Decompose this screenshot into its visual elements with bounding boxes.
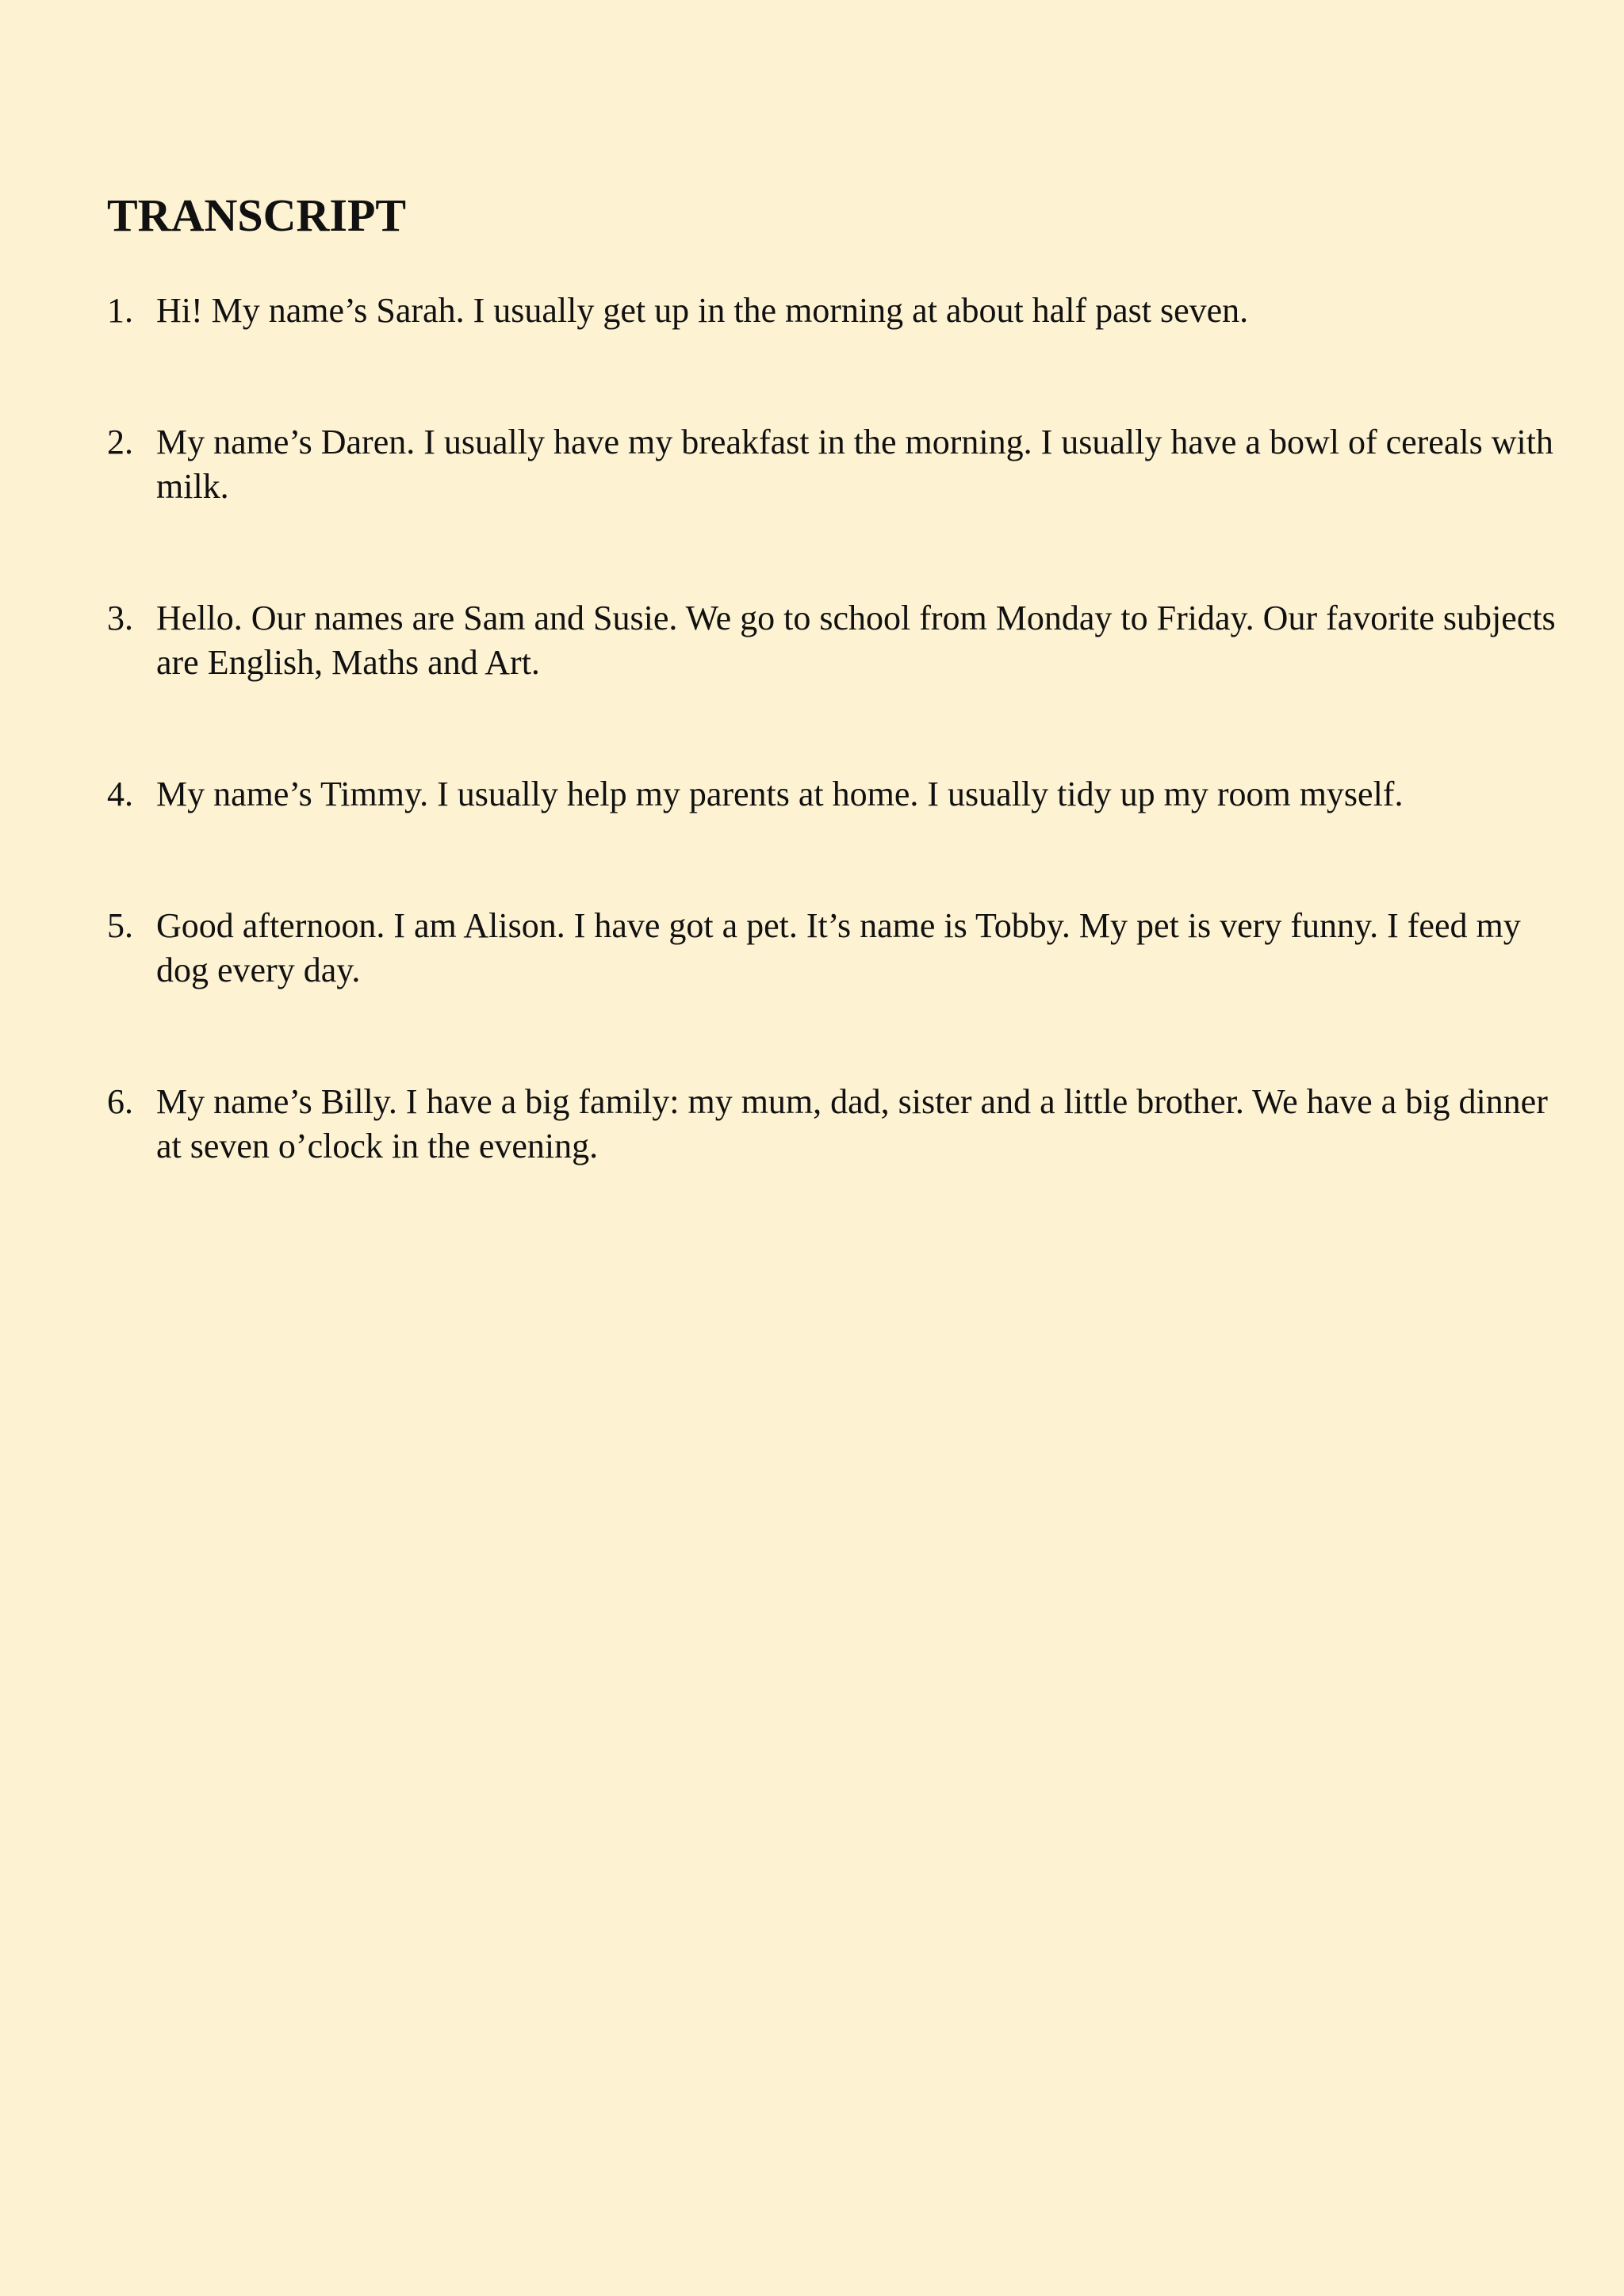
item-text: My name’s Timmy. I usually help my parents at home. I usually tidy up my room myself. xyxy=(156,775,1404,813)
item-number: 2. xyxy=(107,423,133,461)
transcript-list xyxy=(107,289,1566,1256)
list-item xyxy=(107,596,1566,685)
list-item xyxy=(107,420,1566,509)
item-number: 6. xyxy=(107,1082,133,1121)
item-text: My name’s Daren. I usually have my breakfast in the morning. I usually have a bowl of cereals with milk. xyxy=(156,423,1553,506)
item-text: My name’s Billy. I have a big family: my mum, dad, sister and a little brother. We have a big dinner at seven o’clock in the evening. xyxy=(156,1082,1548,1165)
item-text: Hello. Our names are Sam and Susie. We go to school from Monday to Friday. Our favorite subjects are English, Maths and Art. xyxy=(156,599,1556,682)
item-text: Good afternoon. I am Alison. I have got a pet. It’s name is Tobby. My pet is very funny. I feed my dog every day. xyxy=(156,906,1521,989)
item-text: Hi! My name’s Sarah. I usually get up in the morning at about half past seven. xyxy=(156,291,1249,330)
list-item xyxy=(107,289,1566,333)
item-number: 3. xyxy=(107,599,133,637)
list-item xyxy=(107,904,1566,993)
item-number: 5. xyxy=(107,906,133,945)
list-item xyxy=(107,1080,1566,1169)
page-title: TRANSCRIPT xyxy=(107,189,407,241)
item-number: 4. xyxy=(107,775,133,813)
list-item xyxy=(107,772,1566,817)
item-number: 1. xyxy=(107,291,133,330)
